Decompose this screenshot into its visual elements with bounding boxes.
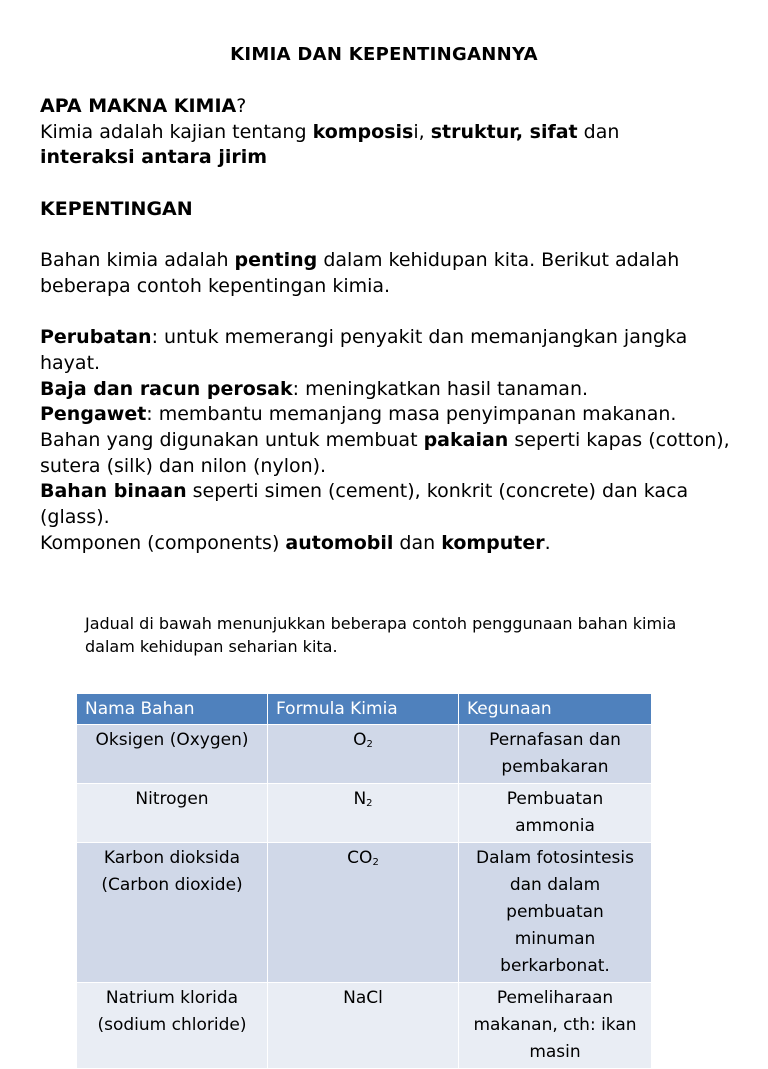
item-bold: Perubatan	[40, 326, 152, 349]
table-row	[77, 725, 652, 784]
item-text: Bahan yang digunakan untuk membuat	[40, 428, 424, 451]
question-heading	[40, 94, 740, 120]
question-heading-text: APA MAKNA KIMIA	[40, 95, 237, 117]
intro-bold: penting	[234, 249, 318, 271]
intro-part-2: dalam kehidupan kita. Berikut adalah beberapa contoh kepentingan kimia.	[40, 249, 680, 297]
definition-section	[40, 94, 740, 171]
list-item	[40, 402, 740, 428]
cell-nama: Oksigen (Oxygen)	[77, 725, 268, 784]
formula-text: O	[353, 730, 367, 750]
table-header-row	[77, 694, 652, 725]
list-item	[40, 531, 740, 557]
formula-subscript: 2	[366, 739, 373, 750]
item-text: : membantu memanjang masa penyimpanan makanan.	[146, 403, 677, 426]
cell-formula	[268, 725, 459, 784]
item-bold: pakaian	[423, 428, 509, 451]
definition-text	[40, 120, 740, 171]
item-bold: Baja dan racun perosak	[40, 377, 293, 400]
header-nama-bahan: Nama Bahan	[77, 694, 268, 725]
page-title: KIMIA DAN KEPENTINGANNYA	[230, 44, 538, 65]
kepentingan-section	[40, 197, 740, 223]
section-heading-text: KEPENTINGAN	[40, 198, 193, 220]
section-heading	[40, 197, 740, 223]
list-item	[40, 377, 740, 403]
item-text: dan	[393, 531, 442, 554]
formula-text: N	[353, 789, 367, 809]
cell-nama: Karbon dioksida (Carbon dioxide)	[77, 843, 268, 983]
cell-formula	[268, 843, 459, 983]
formula-text: CO	[347, 848, 373, 868]
def-bold-1: komposis	[312, 120, 414, 143]
cell-guna: Pembuatan ammonia	[459, 784, 652, 843]
item-text: .	[544, 531, 551, 554]
def-part-3: dan	[577, 120, 620, 143]
table-row	[77, 784, 652, 843]
def-bold-2: struktur, sifat	[430, 120, 578, 143]
cell-guna: Pemeliharaan makanan, cth: ikan masin	[459, 983, 652, 1069]
item-bold: Bahan binaan	[40, 480, 187, 503]
item-bold: komputer	[441, 531, 545, 554]
item-text: seperti kapas (cotton), sutera (silk) dan nilon (nylon).	[40, 428, 730, 477]
item-text: : meningkatkan hasil tanaman.	[292, 377, 589, 400]
formula-text: NaCl	[343, 988, 383, 1008]
list-item	[40, 325, 740, 376]
def-part-2: i,	[413, 120, 431, 143]
cell-nama: Nitrogen	[77, 784, 268, 843]
item-text: Komponen (components)	[40, 531, 286, 554]
cell-guna: Pernafasan dan pembakaran	[459, 725, 652, 784]
cell-formula	[268, 784, 459, 843]
table-row	[77, 983, 652, 1069]
importance-body	[40, 248, 740, 556]
header-kegunaan: Kegunaan	[459, 694, 652, 725]
list-item	[40, 479, 740, 530]
def-part-1: Kimia adalah kajian tentang	[40, 120, 313, 143]
item-bold: automobil	[285, 531, 394, 554]
question-mark: ?	[236, 95, 247, 117]
def-bold-3: interaksi antara jirim	[40, 146, 268, 169]
chemicals-table	[76, 693, 652, 1069]
intro-paragraph	[40, 248, 740, 299]
cell-formula	[268, 983, 459, 1069]
item-bold: Pengawet	[40, 403, 147, 426]
intro-part-1: Bahan kimia adalah	[40, 249, 235, 271]
cell-guna: Dalam fotosintesis dan dalam pembuatan minuman berkarbonat.	[459, 843, 652, 983]
header-formula-kimia: Formula Kimia	[268, 694, 459, 725]
item-text: : untuk memerangi penyakit dan memanjangkan jangka hayat.	[40, 326, 688, 374]
cell-nama: Natrium klorida (sodium chloride)	[77, 983, 268, 1069]
formula-subscript: 2	[372, 857, 379, 868]
item-text: seperti simen (cement), konkrit (concrete) dan kaca (glass).	[40, 480, 689, 529]
formula-subscript: 2	[366, 798, 373, 809]
table-intro: Jadual di bawah menunjukkan beberapa contoh penggunaan bahan kimia dalam kehidupan seharian kita.	[85, 614, 677, 656]
spacer	[40, 299, 740, 325]
list-item	[40, 428, 740, 479]
table-row	[77, 843, 652, 983]
